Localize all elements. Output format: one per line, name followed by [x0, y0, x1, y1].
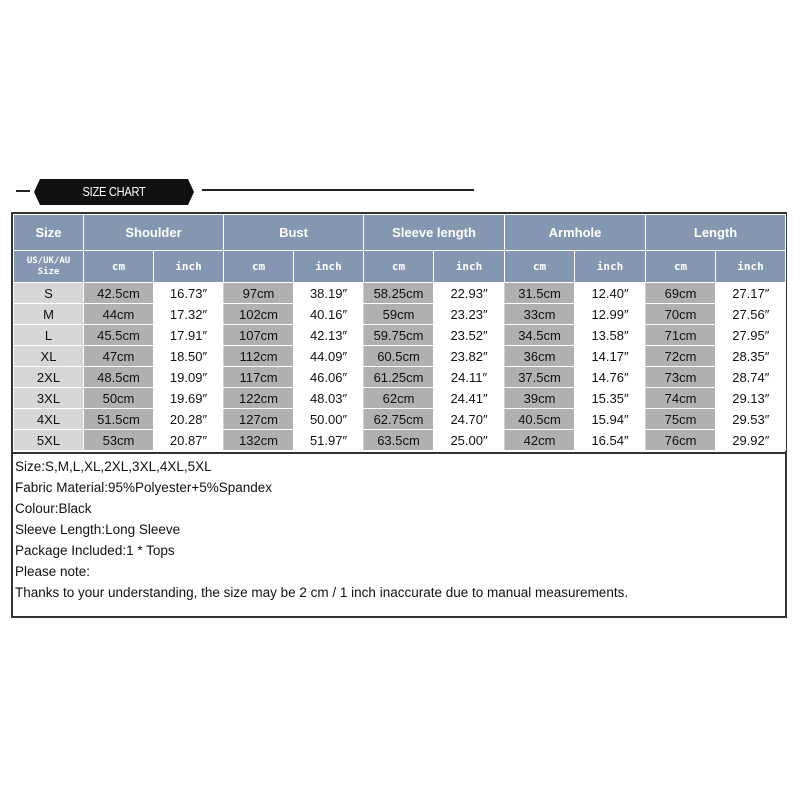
size-chart	[11, 212, 787, 618]
size-table-body	[14, 283, 786, 451]
inch-cell: 40.16″	[294, 304, 364, 325]
cm-cell: 69cm	[646, 283, 716, 304]
inch-cell: 16.54″	[575, 430, 646, 451]
table-row	[14, 409, 786, 430]
inch-cell: 48.03″	[294, 388, 364, 409]
cm-cell: 132cm	[224, 430, 294, 451]
table-header-row	[14, 215, 786, 251]
inch-cell: 44.09″	[294, 346, 364, 367]
unit-label: inch	[716, 251, 786, 283]
size-cell: 5XL	[14, 430, 84, 451]
cm-cell: 44cm	[84, 304, 154, 325]
inch-cell: 16.73″	[154, 283, 224, 304]
inch-cell: 12.99″	[575, 304, 646, 325]
banner-left-dash	[16, 190, 30, 192]
inch-cell: 24.11″	[434, 367, 505, 388]
unit-label: inch	[154, 251, 224, 283]
inch-cell: 38.19″	[294, 283, 364, 304]
header-shoulder: Shoulder	[84, 215, 224, 251]
inch-cell: 14.76″	[575, 367, 646, 388]
unit-label: cm	[505, 251, 575, 283]
cm-cell: 107cm	[224, 325, 294, 346]
cm-cell: 62cm	[364, 388, 434, 409]
cm-cell: 97cm	[224, 283, 294, 304]
inch-cell: 13.58″	[575, 325, 646, 346]
cm-cell: 40.5cm	[505, 409, 575, 430]
cm-cell: 71cm	[646, 325, 716, 346]
inch-cell: 19.69″	[154, 388, 224, 409]
cm-cell: 62.75cm	[364, 409, 434, 430]
inch-cell: 15.94″	[575, 409, 646, 430]
inch-cell: 20.28″	[154, 409, 224, 430]
inch-cell: 27.17″	[716, 283, 786, 304]
size-cell: 2XL	[14, 367, 84, 388]
cm-cell: 74cm	[646, 388, 716, 409]
unit-label: inch	[294, 251, 364, 283]
inch-cell: 17.91″	[154, 325, 224, 346]
size-cell: L	[14, 325, 84, 346]
cm-cell: 59cm	[364, 304, 434, 325]
inch-cell: 28.35″	[716, 346, 786, 367]
inch-cell: 19.09″	[154, 367, 224, 388]
cm-cell: 122cm	[224, 388, 294, 409]
size-cell: S	[14, 283, 84, 304]
table-row	[14, 304, 786, 325]
cm-cell: 73cm	[646, 367, 716, 388]
inch-cell: 46.06″	[294, 367, 364, 388]
cm-cell: 127cm	[224, 409, 294, 430]
cm-cell: 31.5cm	[505, 283, 575, 304]
size-cell: 3XL	[14, 388, 84, 409]
header-length: Length	[646, 215, 786, 251]
size-cell: XL	[14, 346, 84, 367]
cm-cell: 37.5cm	[505, 367, 575, 388]
cm-cell: 102cm	[224, 304, 294, 325]
note-line: Thanks to your understanding, the size may be 2 cm / 1 inch inaccurate due to manual measurements.	[15, 585, 629, 600]
note-line: Sleeve Length:Long Sleeve	[15, 522, 181, 537]
size-cell: 4XL	[14, 409, 84, 430]
unit-label: inch	[434, 251, 505, 283]
inch-cell: 23.82″	[434, 346, 505, 367]
cm-cell: 72cm	[646, 346, 716, 367]
cm-cell: 61.25cm	[364, 367, 434, 388]
unit-label: inch	[575, 251, 646, 283]
cm-cell: 75cm	[646, 409, 716, 430]
cm-cell: 117cm	[224, 367, 294, 388]
inch-cell: 23.23″	[434, 304, 505, 325]
note-line: Colour:Black	[15, 501, 92, 516]
cm-cell: 34.5cm	[505, 325, 575, 346]
size-chart-banner	[12, 176, 480, 208]
table-unit-row	[14, 251, 786, 283]
header-sleeve-length: Sleeve length	[364, 215, 505, 251]
cm-cell: 53cm	[84, 430, 154, 451]
inch-cell: 24.70″	[434, 409, 505, 430]
product-notes	[13, 452, 785, 603]
inch-cell: 24.41″	[434, 388, 505, 409]
inch-cell: 18.50″	[154, 346, 224, 367]
banner-right-rule	[202, 189, 474, 191]
inch-cell: 20.87″	[154, 430, 224, 451]
unit-label: cm	[646, 251, 716, 283]
header-size: Size	[14, 215, 84, 251]
unit-label: cm	[84, 251, 154, 283]
cm-cell: 112cm	[224, 346, 294, 367]
inch-cell: 25.00″	[434, 430, 505, 451]
table-row	[14, 325, 786, 346]
cm-cell: 60.5cm	[364, 346, 434, 367]
cm-cell: 33cm	[505, 304, 575, 325]
inch-cell: 28.74″	[716, 367, 786, 388]
cm-cell: 36cm	[505, 346, 575, 367]
inch-cell: 27.56″	[716, 304, 786, 325]
inch-cell: 29.92″	[716, 430, 786, 451]
inch-cell: 51.97″	[294, 430, 364, 451]
header-size-region: US/UK/AU Size	[14, 251, 84, 283]
cm-cell: 48.5cm	[84, 367, 154, 388]
inch-cell: 50.00″	[294, 409, 364, 430]
unit-label: cm	[364, 251, 434, 283]
cm-cell: 42.5cm	[84, 283, 154, 304]
unit-label: cm	[224, 251, 294, 283]
size-table	[13, 214, 786, 451]
cm-cell: 59.75cm	[364, 325, 434, 346]
size-cell: M	[14, 304, 84, 325]
cm-cell: 76cm	[646, 430, 716, 451]
table-row	[14, 430, 786, 451]
note-line: Please note:	[15, 564, 91, 579]
cm-cell: 50cm	[84, 388, 154, 409]
header-bust: Bust	[224, 215, 364, 251]
cm-cell: 70cm	[646, 304, 716, 325]
banner-title: SIZE CHART	[82, 184, 146, 199]
note-line: Fabric Material:95%Polyester+5%Spandex	[15, 480, 273, 495]
table-row	[14, 367, 786, 388]
inch-cell: 12.40″	[575, 283, 646, 304]
inch-cell: 22.93″	[434, 283, 505, 304]
table-row	[14, 388, 786, 409]
cm-cell: 51.5cm	[84, 409, 154, 430]
cm-cell: 42cm	[505, 430, 575, 451]
cm-cell: 58.25cm	[364, 283, 434, 304]
cm-cell: 45.5cm	[84, 325, 154, 346]
inch-cell: 15.35″	[575, 388, 646, 409]
inch-cell: 14.17″	[575, 346, 646, 367]
table-row	[14, 283, 786, 304]
table-row	[14, 346, 786, 367]
cm-cell: 47cm	[84, 346, 154, 367]
inch-cell: 29.53″	[716, 409, 786, 430]
inch-cell: 17.32″	[154, 304, 224, 325]
note-line: Package Included:1 * Tops	[15, 543, 175, 558]
inch-cell: 23.52″	[434, 325, 505, 346]
inch-cell: 27.95″	[716, 325, 786, 346]
header-armhole: Armhole	[505, 215, 646, 251]
cm-cell: 63.5cm	[364, 430, 434, 451]
inch-cell: 29.13″	[716, 388, 786, 409]
banner-ribbon	[34, 179, 194, 205]
inch-cell: 42.13″	[294, 325, 364, 346]
cm-cell: 39cm	[505, 388, 575, 409]
note-line: Size:S,M,L,XL,2XL,3XL,4XL,5XL	[15, 459, 212, 474]
